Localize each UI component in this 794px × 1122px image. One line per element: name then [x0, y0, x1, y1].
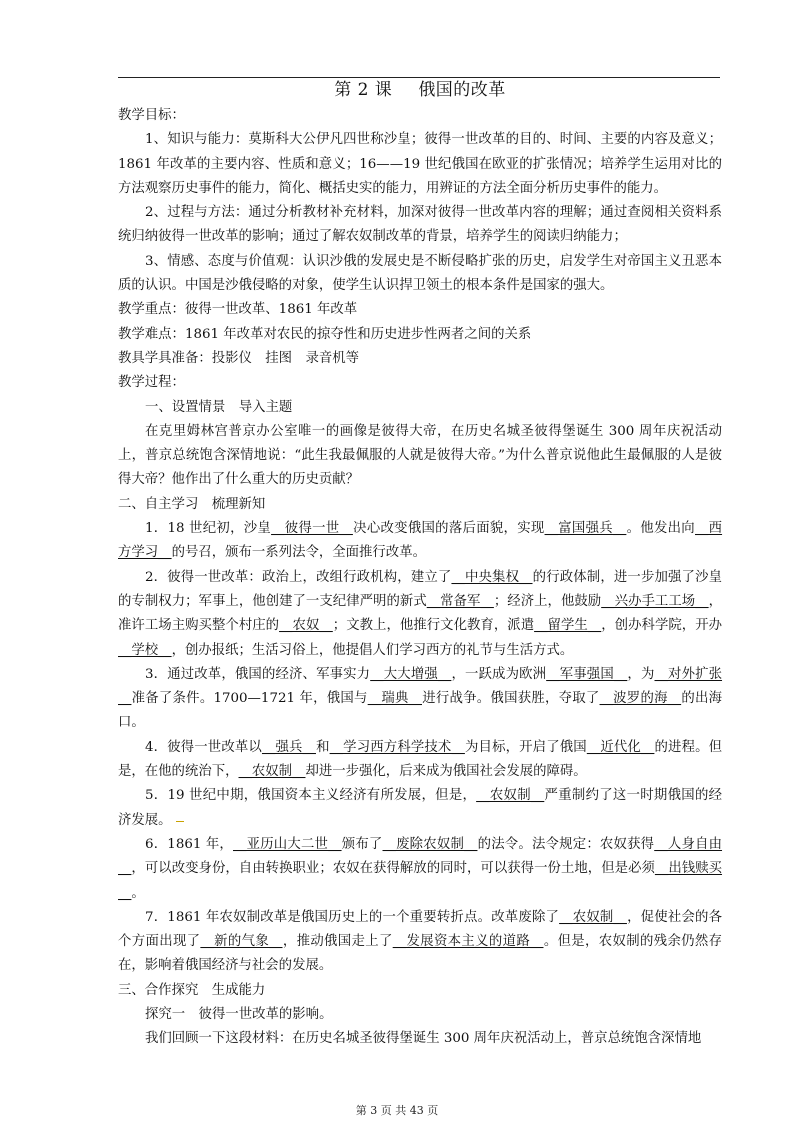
answer-blank: __农奴__: [279, 618, 333, 634]
question-text: 。但是，农奴制的残余仍然存在，影响着俄国经济与社会的发展。: [118, 934, 723, 974]
answer-blank: __兴办手工工场__: [601, 593, 709, 609]
answer-blank: __近代化__: [586, 739, 655, 755]
answer-blank: __亚历山大二世__: [233, 836, 342, 852]
explore-1-text: 我们回顾一下这段材料：在历史名城圣彼得堡诞生 300 周年庆祝活动上，普京总统饱含深情地: [145, 1031, 702, 1047]
question-1: [118, 517, 722, 566]
question-text: 严重制约了这一时期俄国的经济发展。: [118, 788, 723, 828]
answer-blank: __彼得一世__: [271, 521, 353, 537]
question-text: 却进一步强化，后来成为俄国社会发展的障碍。: [305, 764, 587, 780]
answer-blank: __学习西方科学技术__: [329, 739, 465, 755]
section-2-heading: 二、自主学习 梳理新知: [118, 496, 266, 512]
question-text: 6．1861 年，: [145, 836, 234, 852]
answer-blank: __农奴制__: [559, 909, 627, 925]
answer-blank: __常备军__: [426, 593, 494, 609]
question-text: 2．彼得一世改革：政治上，改组行政机构，建立了: [145, 569, 452, 585]
answer-blank: __瑞典__: [367, 691, 422, 707]
answer-blank: __农奴制__: [476, 788, 545, 804]
explore-1-heading: 探究一 彼得一世改革的影响。: [145, 1006, 333, 1022]
answer-blank: __强兵__: [261, 739, 316, 755]
lesson-number: 第 2 课: [334, 80, 393, 100]
question-2: [118, 566, 722, 663]
page-title: [118, 80, 722, 101]
question-text: ，创办科学院，开办: [601, 618, 723, 634]
page-footer: 第 3 页 共 43 页: [355, 1104, 439, 1117]
question-text: 颁布了: [341, 836, 383, 852]
document-body: [118, 80, 722, 1052]
answer-blank: __大大增强__: [370, 666, 452, 682]
question-text: ，推动俄国走上了: [282, 934, 393, 950]
goal-knowledge: 1、知识与能力：莫斯科大公伊凡四世称沙皇；彼得一世改革的目的、时间、主要的内容及意义；1861 年改革的主要内容、性质和意义；16——19 世纪俄国在欧亚的扩张情况；培养学生运用对比的方法观察历史事件的能力，简化、概括史实的能力，用辨证的方法全面分析历史事件的能力。: [118, 132, 722, 196]
question-text: ，准许工场主购买整个村庄的: [118, 593, 723, 634]
question-5: [118, 784, 722, 833]
answer-blank: __军事强国__: [546, 666, 628, 682]
question-text: 为目标，开启了俄国: [464, 739, 587, 755]
section-3-heading: 三、合作探究 生成能力: [118, 982, 266, 998]
question-text: 和: [315, 739, 330, 755]
question-text: 进行战争。俄国获胜，夺取了: [422, 691, 600, 707]
question-text: 。: [131, 885, 145, 901]
answer-blank: __富国强兵__: [544, 521, 627, 537]
answer-blank: __发展资本主义的道路__: [392, 934, 544, 950]
question-7: [118, 906, 722, 979]
teaching-tools: 教具学具准备：投影仪 挂图 录音机等: [118, 350, 360, 366]
question-text: ，创办报纸；生活习俗上，他提倡人们学习西方的礼节与生活方式。: [171, 642, 574, 658]
question-text: ，一跃成为欧洲: [451, 666, 547, 682]
question-text: ，可以改变身份，自由转换职业；农奴在获得解放的同时，可以获得一份土地，但是必须: [131, 861, 655, 877]
process-heading: 教学过程：: [118, 375, 185, 391]
answer-blank: __出钱赎买__: [118, 861, 723, 901]
question-text: 的行政体制，进一步加强了沙皇的专制权力；军事上，他创建了一支纪律严明的新式: [118, 569, 723, 609]
answer-blank: __人身自由__: [118, 836, 723, 877]
question-text: ；经济上，他鼓励: [493, 593, 602, 609]
question-text: 的出海口。: [118, 691, 723, 731]
question-6: [118, 833, 722, 906]
answer-blank: __新的气象__: [200, 934, 283, 950]
answer-blank: __留学生__: [534, 618, 602, 634]
question-text: ，为: [627, 666, 655, 682]
question-text: 决心改变俄国的落后面貌，实现: [352, 521, 545, 537]
key-point: 教学重点：彼得一世改革、1861 年改革: [118, 302, 358, 318]
question-text: 的法令。法令规定：农奴获得: [477, 836, 655, 852]
question-text: 。他发出向: [626, 521, 695, 537]
answer-blank: __废除农奴制__: [382, 836, 478, 852]
goal-heading: 教学目标：: [118, 108, 185, 123]
goal-process: 2、过程与方法：通过分析教材补充材料，加深对彼得一世改革内容的理解；通过查阅相关资料系统归纳彼得一世改革的影响；通过了解农奴制改革的背景，培养学生的阅读归纳能力；: [118, 205, 722, 245]
goal-emotion: 3、情感、态度与价值观：认识沙俄的发展史是不断侵略扩张的历史，启发学生对帝国主义丑恶本质的认识。中国是沙俄侵略的对象，使学生认识捍卫领土的根本条件是国家的强大。: [118, 253, 722, 294]
question-4: [118, 736, 722, 785]
edit-mark: [176, 820, 184, 822]
question-text: 的号召，颁布一系列法令，全面推行改革。: [171, 545, 426, 561]
question-3: [118, 663, 722, 736]
answer-blank: __波罗的海__: [599, 691, 682, 707]
question-text: 准备了条件。1700—1721 年，俄国与: [131, 691, 368, 707]
answer-blank: __中央集权__: [451, 569, 533, 585]
question-text: 的进程。但是，在他的统治下，: [118, 739, 723, 780]
section-1-text: 在克里姆林宫普京办公室唯一的画像是彼得大帝，在历史名城圣彼得堡诞生 300 周年庆祝活动上，普京总统饱含深情地说：“此生我最佩服的人就是彼得大帝。”为什么普京说他此生最佩服的人是彼得大帝？他作出了什么重大的历史贡献？: [118, 423, 722, 488]
answer-blank: __农奴制__: [238, 764, 306, 780]
difficulty: 教学难点：1861 年改革对农民的掠夺性和历史进步性两者之间的关系: [118, 326, 532, 342]
answer-blank: __学校__: [118, 642, 172, 658]
question-text: ；文教上，他推行文化教育，派遣: [332, 618, 535, 634]
question-text: 1．18 世纪初，沙皇: [145, 521, 272, 537]
lesson-title: 俄国的改革: [418, 80, 506, 100]
answer-blank: __西方学习__: [118, 521, 723, 561]
question-text: ，促使社会的各个方面出现了: [118, 909, 723, 950]
answer-blank: __对外扩张__: [118, 666, 723, 707]
question-text: 5．19 世纪中期，俄国资本主义经济有所发展，但是，: [145, 788, 477, 804]
question-text: 7．1861 年农奴制改革是俄国历史上的一个重要转折点。改革废除了: [145, 909, 560, 925]
header-rule: [118, 77, 720, 78]
question-text: 3．通过改革，俄国的经济、军事实力: [145, 666, 371, 682]
section-1-heading: 一、设置情景 导入主题: [145, 399, 293, 415]
question-text: 4．彼得一世改革以: [145, 739, 262, 755]
